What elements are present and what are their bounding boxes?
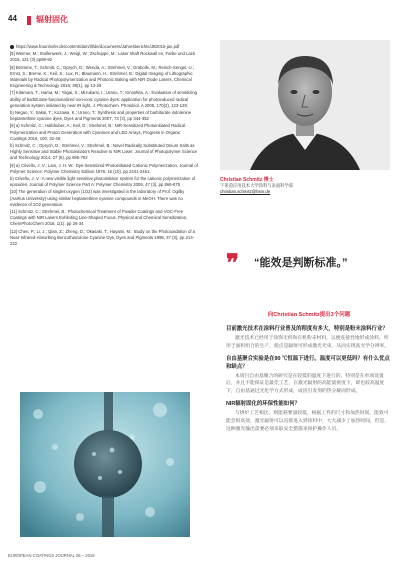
interview-question: NIR辐射固化的环保性能如何？ xyxy=(226,400,300,407)
interview-answer: 与烘炉工艺相比，则能耗要量较低，根据工件的尺寸和加热时间，能效可能会很高效，激光辐射可以直接进入到涂料中，大大减少了加热时间，但是，这种激光输出需要必须采取安全措施来保护操作人员。 xyxy=(226,410,390,432)
reference-item: [7] Kitamura, T.; Hama, M.; Yagai, S.; Mizukami, I.; Urano, T.; Kinoshita, A.: Evaluation of sensitizing ability of barbiturate-functionalized non-ionic cyanine dyes: application for photoinduced radical generation system initiated by near IR light, J. Photochem. Photobiol. A 2005, 170(2), 123-129; xyxy=(10,90,198,108)
interview-question: 自由基聚合实验是在90 ℃恒温下进行。温度可以更低吗？有什么优点和缺点？ xyxy=(226,355,390,370)
reference-item: [6] Brömme, T.; Schmitt, C.; Oprych, D.; Wenda, A.; Strehmel, V.; Grabolle, M.; Reisch-Sengel, U.; Ernst, S.; Breme, K.; Keil, S.; Lux, R.; Blaumann, H.; Strehmel, B.: Digital Imaging of Lithographic Materials by Radical Photopolymerization and Photonic Baking with NIR Diode Lasers, Chemical Engineering & Technology 2016, 39(1), pp 13-25 xyxy=(10,64,194,89)
interview-answer: 本项目自由基聚合的研究是在较低的温度下进行的，特别是在单项设置后，并且不能保证是最佳工艺，在激光辐射的高能量密度下，即也较高温度下，自由基通过光化学方式形成，成因引发剂的热分解而形成。 xyxy=(226,373,385,395)
reference-item: [11] Schmitz, C.; Strehmel, B.: Photochemical Treatment of Powder Coatings and VOC-Free Coatings with NIR Lasers Exhibiting Line-Shaped Focus, Physical and Chemical Sensitization, ChemPhotoChem 2016, 1(1), pp 26-34 xyxy=(10,209,188,227)
page-footer: EUROPEAN COATINGS JOURNAL 06 – 2018 xyxy=(8,553,95,558)
decorative-photo xyxy=(20,392,190,537)
interview-intro: 向Christian Schmitz提出3个问题 xyxy=(267,312,351,318)
reference-item: [5] Weimer, M.; Stollenwerk, J.; Weigl, W.; Zschuppe, M.: Laser shaft Rockwall en, Farbe und Lack 2015, 121 (3) pp89-92 xyxy=(10,51,196,63)
reference-item: b) Schmitz, C.; Oprych, D.; Strehmel, V.; Strehmel, B.: Novel Radically Substituted Onium Salts as Highly Sensitive and Stable Photoinitiators Reactive to NIR Laser, Journal of Photopolymer Science and Technology 2014, 27 (6), pp 695-702 xyxy=(10,143,198,161)
section-title: 辐射固化 xyxy=(36,15,68,24)
portrait-image xyxy=(220,40,390,170)
section-marker xyxy=(27,16,31,25)
author-caption xyxy=(220,176,390,194)
reference-item: [12] Chen, P.; Li, J.; Qian, Z.; Zheng, D.; Okasaki, T.; Hayami, M.: Study on the Photooxidation of a Near-Infrared-Absorbing Benzothiazolone Cyanine Dye, Dyes and Pigments 1998, 37 (3), pp 213-222 xyxy=(10,228,196,247)
author-email-link[interactable]: christian.schmitz@hsnr.de xyxy=(220,189,271,194)
reference-item: b) Crivello, J. V.: A new visible light sensitive photoinitiator system for the cationic polymerization of epoxides, Journal of Polymer Science Part A: Polymer Chemistry 2009, 47 (3), pp 866-875 xyxy=(10,176,196,188)
reference-item: [9] a) Crivello, J. V.; Lam, J. H. W.: Dye-Sensitized Photoinitiated Cationic Polymerization, Journal of Polymer Science: Polymer Chemistry Edition 1978, 16 (10), pp 2441-2451; xyxy=(10,162,198,174)
author-portrait xyxy=(220,40,390,170)
reference-item: https://www.fraunhofer.de/content/dam/ilt/de/documents/Jahresberichte/JB2015-jan.pdf xyxy=(10,44,198,50)
pull-quote: “能效是判断标准。” xyxy=(254,257,348,269)
reference-item: b) Negao, Y.; Sakai, T.; Kozawa, K.; Urano, T.: Synthesis and properties of barbiturate indolenine heptamethine cyanine dyes, Dyes and Pigments 2007, 73 (3), pp 344-352 xyxy=(10,110,192,122)
tower-image xyxy=(20,392,190,537)
bullet-icon xyxy=(10,45,14,49)
references-list xyxy=(10,44,198,248)
page-number: 44 xyxy=(8,14,17,23)
page-header xyxy=(0,14,400,28)
interview-answer: 激光技术已经用于涂饰无机和有机粉末材料，以便连接性地形成涂料。所用于面积组合的生产，使点是辐射可形成激光光束，从而实现高光学分辨率。 xyxy=(226,336,390,349)
author-name: Christian Schmitz 博士 xyxy=(220,177,274,183)
reference-item: [10] The generation of singlet oxygen (1O2) was investigated in the laboratory of Prof. Ogilby (Aarhus University) using similar heptamethine cyanine compounds in MeOH. There was no evidence of 1O2 generation. xyxy=(10,189,185,207)
interview-body xyxy=(226,323,392,437)
reference-item: [8] a) Schmitz, C.; Halbhuber, A.; Keil, D.; Strehmel, B.: NIR-Sensitized Photoinitiated Radical Polymerization and Proton Generation with Cyanines and LED Arrays, Progress in Organic Coatings 2016, 100, 32-46; xyxy=(10,123,186,141)
quote-mark-icon: ❞ xyxy=(226,248,239,277)
author-affiliation: 下莱茵应用技术大学涂料与表面科学部 xyxy=(220,183,294,188)
interview-question: 目前激光技术在涂料行业普及的程度有多大，特别是粉末涂料行业？ xyxy=(226,326,388,332)
